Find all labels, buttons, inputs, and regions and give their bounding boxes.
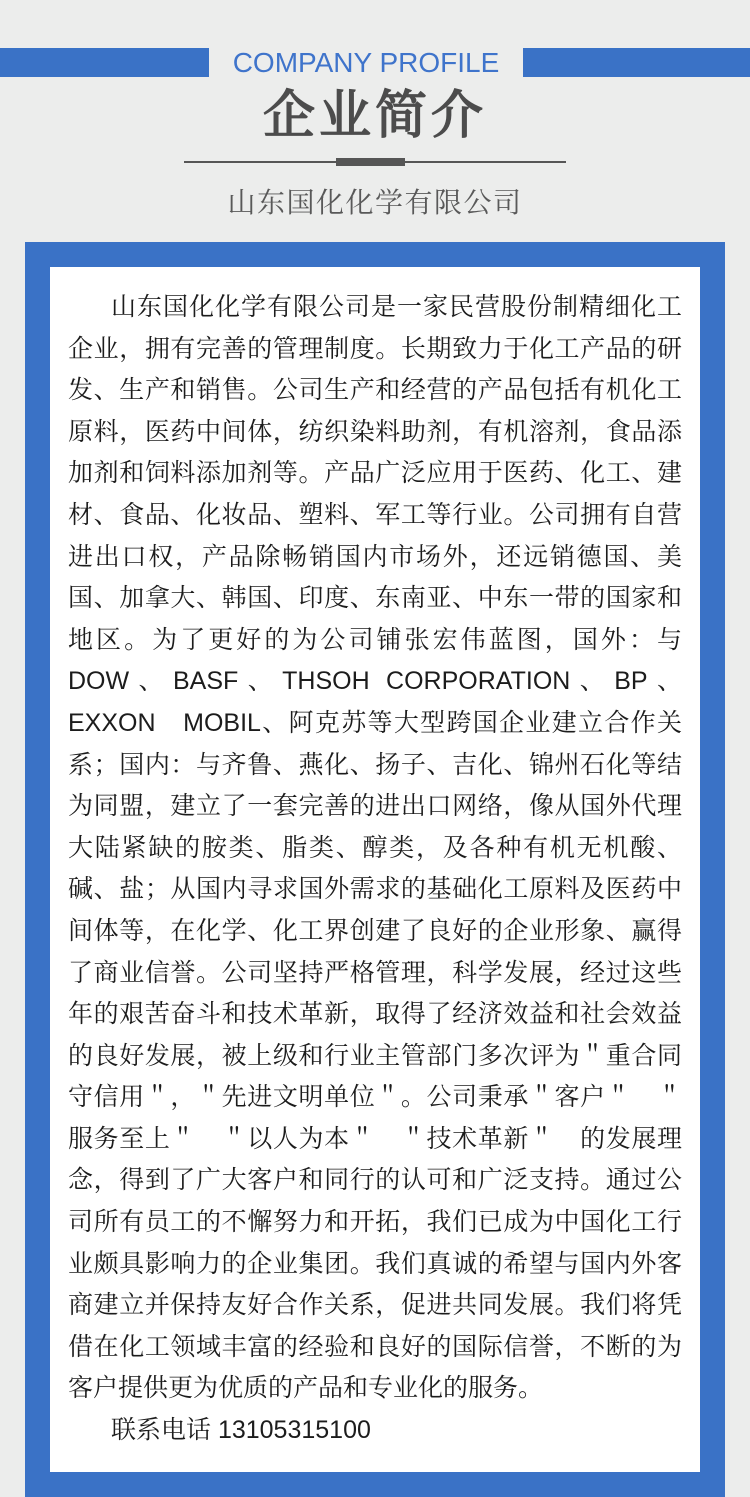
banner-left-bar	[0, 48, 209, 77]
company-name-subtitle: 山东国化化学有限公司	[227, 187, 523, 218]
banner-right-bar	[523, 48, 750, 77]
company-profile-banner	[0, 48, 750, 77]
profile-white-panel	[50, 267, 700, 1472]
title-divider	[184, 158, 566, 166]
banner-title-en: COMPANY PROFILE	[232, 47, 500, 78]
company-profile-paragraph: 山东国化化学有限公司是一家民营股份制精细化工企业，拥有完善的管理制度。长期致力于化工产品的研发、生产和销售。公司生产和经营的产品包括有机化工原料，医药中间体，纺织染料助剂，有机溶剂，食品添加剂和饲料添加剂等。产品广泛应用于医药、化工、建材、食品、化妆品、塑料、军工等行业。公司拥有自营进出口权，产品除畅销国内市场外，还远销德国、美国、加拿大、韩国、印度、东南亚、中东一带的国家和地区。为了更好的为公司铺张宏伟蓝图，国外：与DOW、BASF、THSOH CORPORATION、BP、EXXON MOBIL、阿克苏等大型跨国企业建立合作关系；国内：与齐鲁、燕化、扬子、吉化、锦州石化等结为同盟，建立了一套完善的进出口网络，像从国外代理大陆紧缺的胺类、脂类、醇类，及各种有机无机酸、碱、盐；从国内寻求国外需求的基础化工原料及医药中间体等，在化学、化工界创建了良好的企业形象、赢得了商业信誉。公司坚持严格管理，科学发展，经过这些年的艰苦奋斗和技术革新，取得了经济效益和社会效益的良好发展，被上级和行业主管部门多次评为＂重合同守信用＂，＂先进文明单位＂。公司秉承＂客户＂ ＂服务至上＂ ＂以人为本＂ ＂技术革新＂ 的发展理念，得到了广大客户和同行的认可和广泛支持。通过公司所有员工的不懈努力和开拓，我们已成为中国化工行业颇具影响力的企业集团。我们真诚的希望与国内外客商建立并保持友好合作关系，促进共同发展。我们将凭借在化工领域丰富的经验和良好的国际信誉，不断的为客户提供更为优质的产品和专业化的服务。	[68, 293, 682, 1403]
page-title: 企业简介	[262, 87, 487, 145]
contact-phone-line: 联系电话 13105315100	[111, 1416, 371, 1445]
profile-blue-frame	[25, 242, 725, 1497]
